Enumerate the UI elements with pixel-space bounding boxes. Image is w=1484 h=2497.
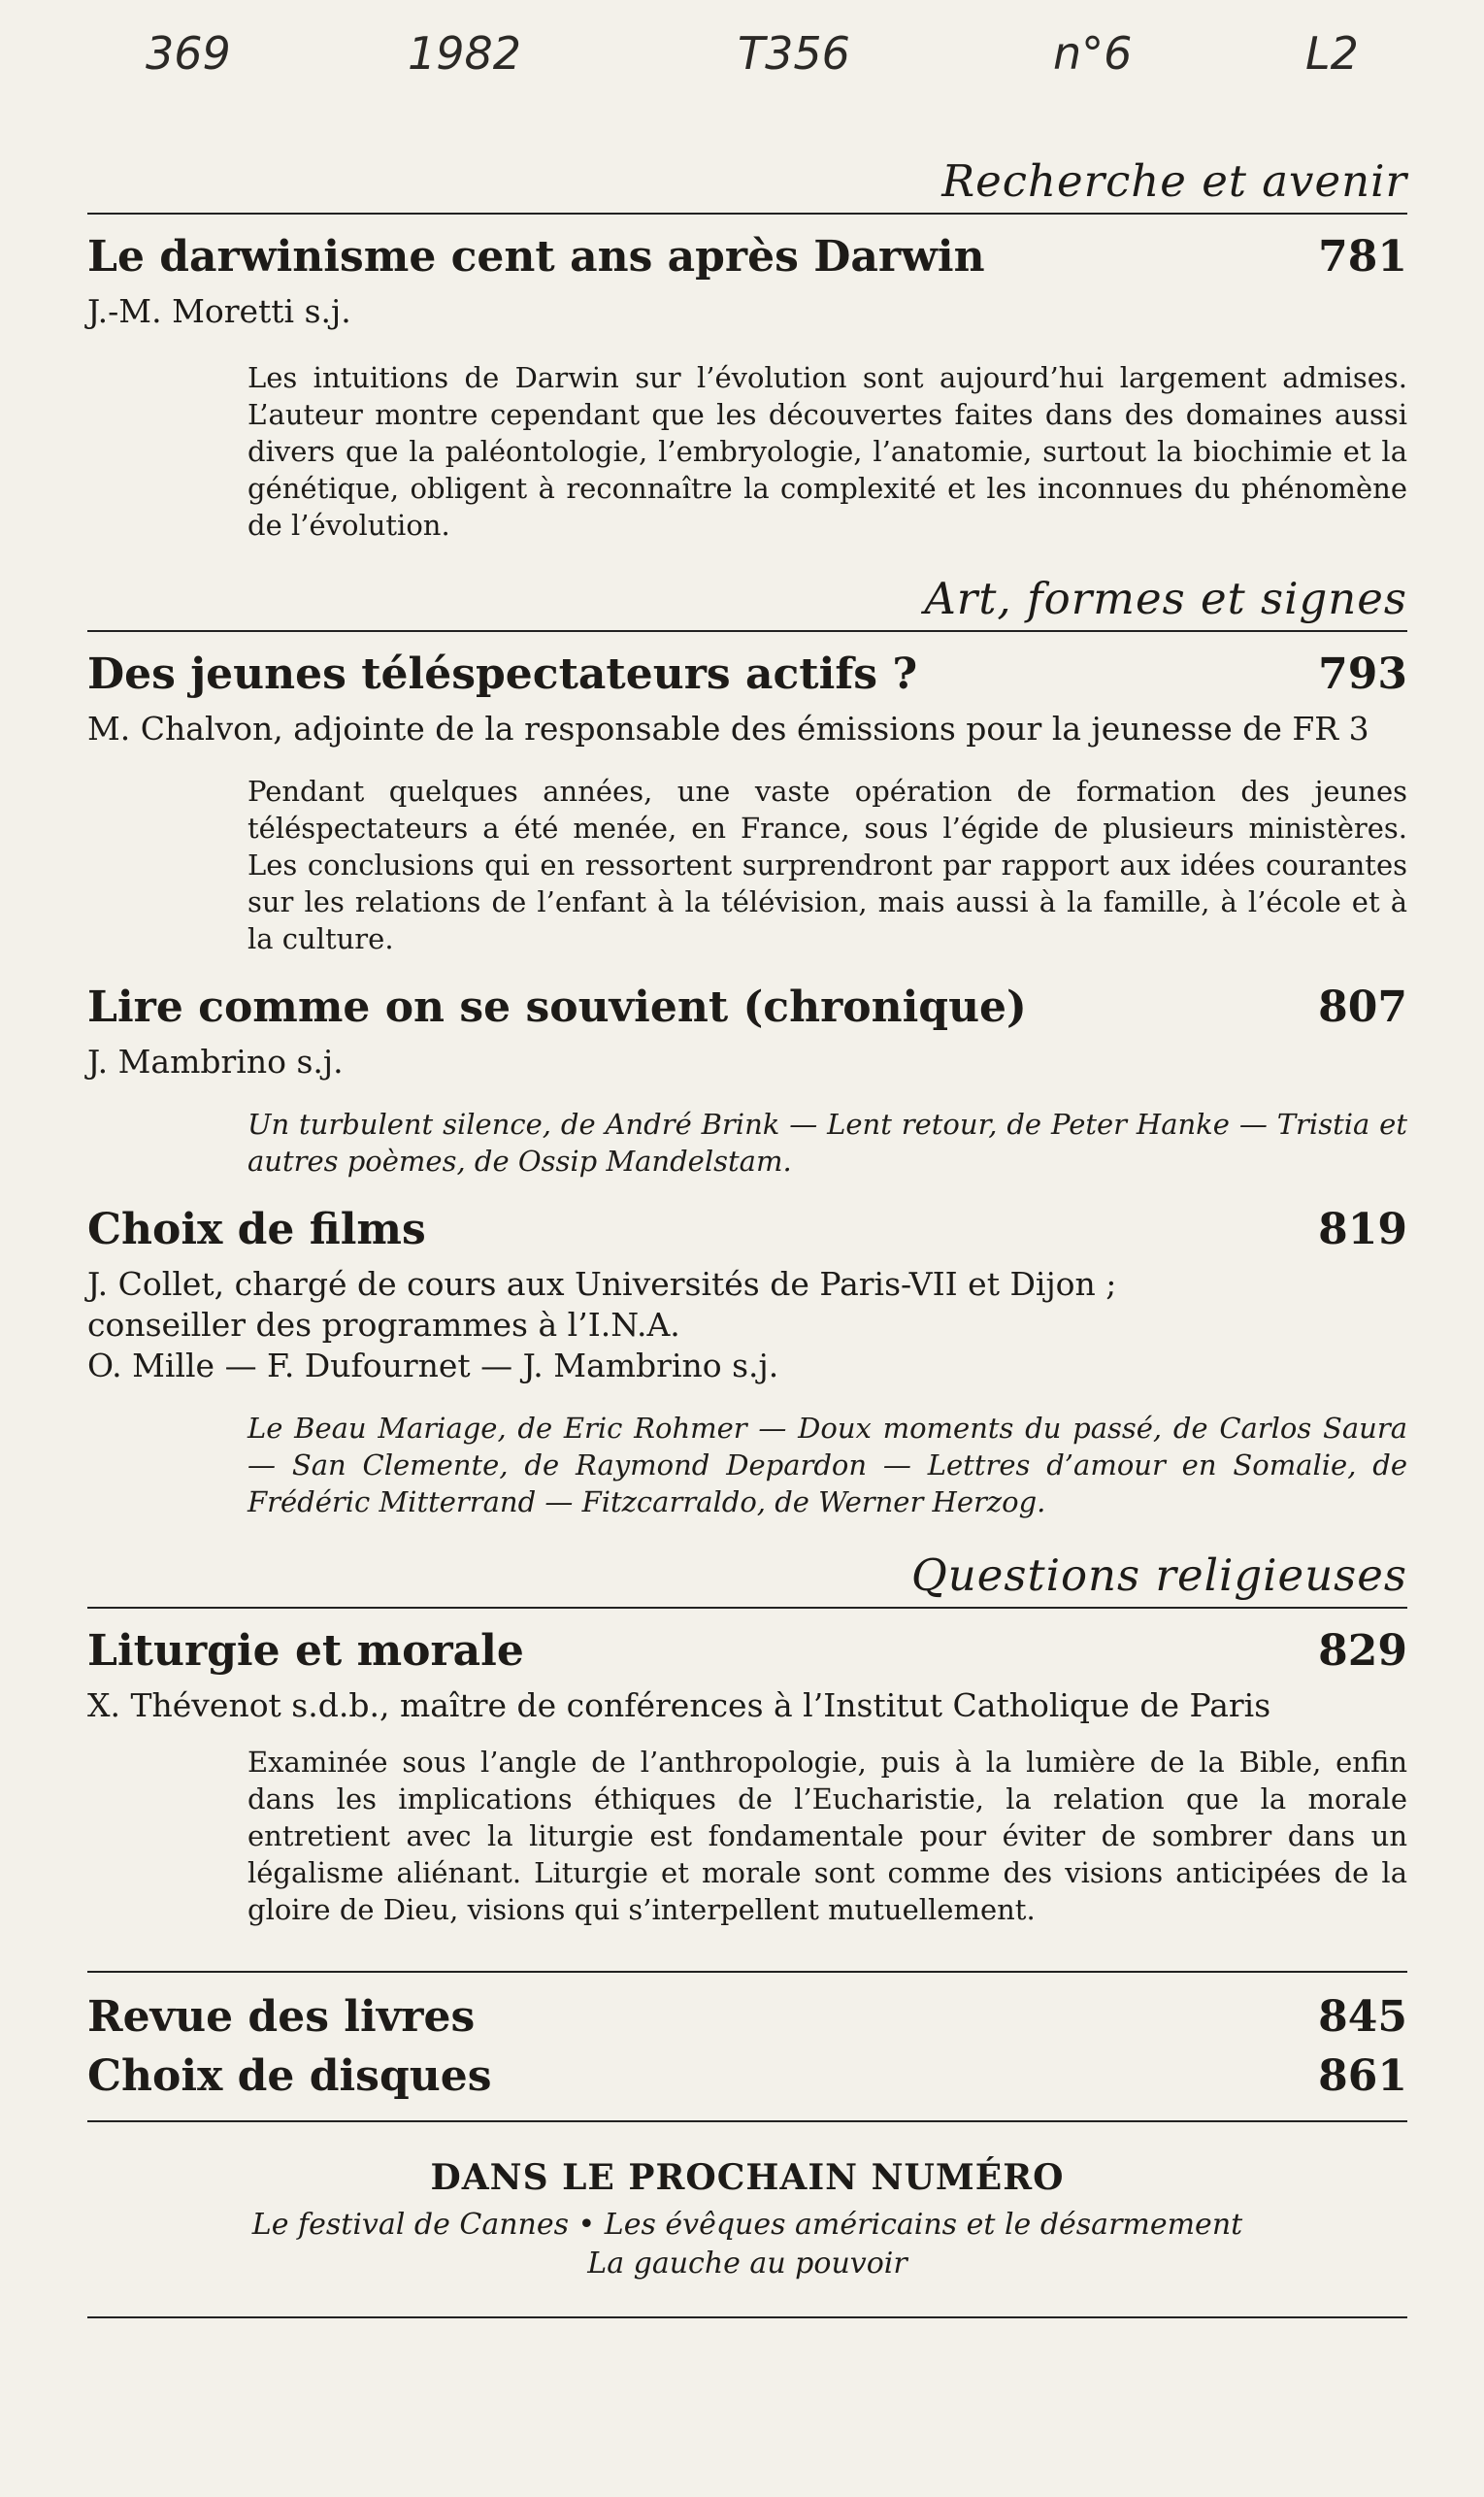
handwritten-initials: L2 [1305, 27, 1359, 80]
divider [87, 2316, 1407, 2318]
page-number: 845 [1318, 1992, 1407, 2042]
divider [87, 1971, 1407, 1973]
handwritten-issue: n°6 [1053, 27, 1133, 80]
page-number: 829 [1318, 1626, 1407, 1676]
handwritten-annotations [0, 17, 1484, 105]
toc-entry [87, 982, 1407, 1180]
entry-author: M. Chalvon, adjointe de la responsable des émissions pour la jeunesse de FR 3 [87, 710, 1369, 748]
toc-entry [87, 1626, 1407, 1928]
entry-title: Liturgie et morale [87, 1626, 524, 1676]
section-heading: Questions religieuses [87, 1549, 1407, 1609]
handwritten-call-number: 369 [146, 27, 231, 80]
extra-items [87, 1992, 1407, 2101]
page-number: 819 [1318, 1205, 1407, 1254]
entry-abstract: Le Beau Mariage, de Eric Rohmer — Doux moments du passé, de Carlos Saura — San Clemente, de Raymond Depardon — Lettres d’amour en Somalie, de Frédéric Mitterrand — Fitzcarraldo, de Werner Herzog. [247, 1412, 1407, 1518]
page-number: 807 [1318, 982, 1407, 1032]
entry-title: Choix de films [87, 1205, 426, 1254]
entry-title: Lire comme on se souvient (chronique) [87, 982, 1027, 1032]
next-issue-line: Le festival de Cannes • Les évêques américains et le désarmement [251, 2208, 1243, 2242]
page-number: 861 [1318, 2051, 1407, 2101]
handwritten-volume: T356 [738, 27, 850, 80]
page-number: 793 [1318, 649, 1407, 699]
next-issue-line: La gauche au pouvoir [587, 2247, 907, 2281]
entry-abstract: Les intuitions de Darwin sur l’évolution sont aujourd’hui largement admises. L’auteur montre cependant que les découvertes faites dans des domaines aussi divers que la paléontologie, l’embryologie, l’anatomie, surtout la biochimie et la génétique, obligent à reconnaître la complexité et les inconnues du phénomène de l’évolution. [247, 361, 1407, 542]
entry-author: conseiller des programmes à l’I.N.A. [87, 1306, 680, 1344]
entry-author: O. Mille — F. Dufournet — J. Mambrino s.j. [87, 1347, 779, 1384]
entry-abstract: Pendant quelques années, une vaste opération de formation des jeunes téléspectateurs a été menée, en France, sous l’égide de plusieurs ministères. Les conclusions qui en ressortent surprendront par rapport aux idées courantes sur les relations de l’enfant à la télévision, mais aussi à la famille, à l’école et à la culture. [247, 775, 1407, 955]
entry-author: X. Thévenot s.d.b., maître de conférences à l’Institut Catholique de Paris [87, 1686, 1271, 1724]
entry-abstract: Un turbulent silence, de André Brink — Lent retour, de Peter Hanke — Tristia et autres poèmes, de Ossip Mandelstam. [247, 1108, 1407, 1178]
table-of-contents [87, 155, 1407, 2318]
entry-title: Des jeunes téléspectateurs actifs ? [87, 649, 918, 699]
divider [87, 2120, 1407, 2122]
section-heading: Recherche et avenir [87, 155, 1407, 215]
entry-title: Le darwinisme cent ans après Darwin [87, 232, 985, 282]
entry-title: Choix de disques [87, 2051, 492, 2101]
entry-author: J. Mambrino s.j. [87, 1043, 344, 1081]
toc-entry [87, 1205, 1407, 1520]
entry-author: J. Collet, chargé de cours aux Universités de Paris-VII et Dijon ; [87, 1265, 1117, 1303]
handwritten-year: 1982 [408, 27, 522, 80]
entry-abstract: Examinée sous l’angle de l’anthropologie, puis à la lumière de la Bible, enfin dans les implications éthiques de l’Eucharistie, la relation que la morale entretient avec la liturgie est fondamentale pour éviter de sombrer dans un légalisme aliénant. Liturgie et morale sont comme des visions anticipées de la gloire de Dieu, visions qui s’interpellent mutuellement. [247, 1746, 1407, 1926]
entry-title: Revue des livres [87, 1992, 476, 2042]
section-heading: Art, formes et signes [87, 573, 1407, 632]
next-issue-heading: DANS LE PROCHAIN NUMÉRO [430, 2157, 1065, 2198]
entry-author: J.-M. Moretti s.j. [87, 292, 351, 330]
toc-entry [87, 649, 1407, 957]
toc-entry [87, 232, 1407, 544]
page-number: 781 [1318, 232, 1407, 282]
